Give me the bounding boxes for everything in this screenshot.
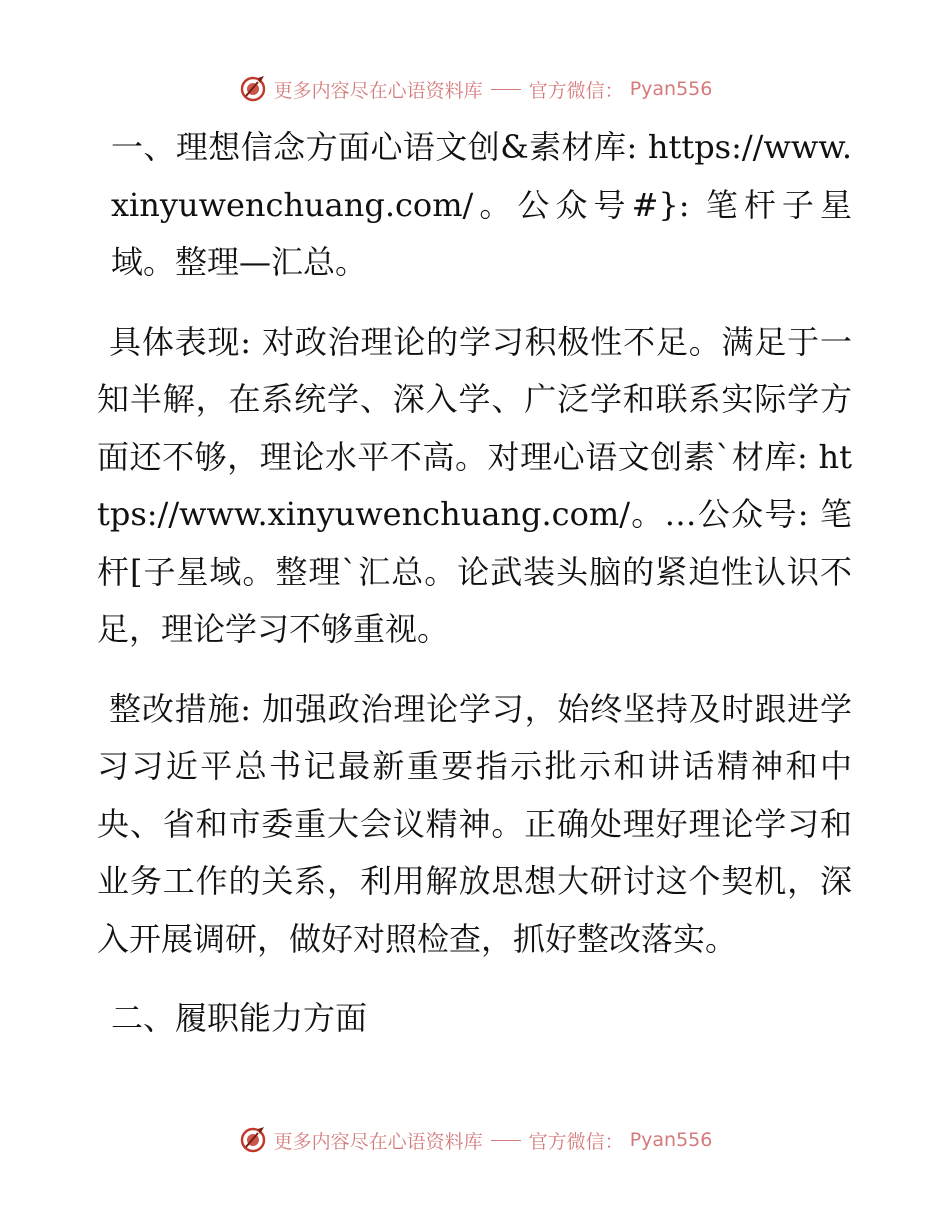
header-watermark xyxy=(0,72,950,106)
section-heading-ideals: 一、理想信念方面心语文创&素材库: https://www.xinyuwenchuang.com/。公众号#}: 笔杆子星域。整理—汇总。 xyxy=(111,128,852,281)
document-body xyxy=(97,119,852,1070)
paragraph-manifestation: 具体表现: 对政治理论的学习积极性不足。满足于一知半解，在系统学、深入学、广泛学和联系实际学方面还不够，理论水平不高。对理心语文创素`材库: https://www.xinyuwenchuang.com/。…公众号: 笔杆[子星域。整理`汇总。论武装头脑的紧迫性认识不足，理论学习不够重视。 xyxy=(97,322,852,648)
watermark-site-text: 更多内容尽在心语资料库 xyxy=(273,79,483,102)
footer-watermark xyxy=(0,1123,950,1157)
watermark-separator xyxy=(491,1140,521,1141)
watermark-wechat-id: Pyan556 xyxy=(629,1129,713,1151)
quill-pen-circle-icon xyxy=(238,1125,268,1155)
watermark-separator xyxy=(491,89,521,90)
watermark-wechat-label: 官方微信： xyxy=(528,79,624,102)
quill-pen-circle-icon xyxy=(238,74,268,104)
paragraph-rectification-measures: 整改措施: 加强政治理论学习，始终坚持及时跟进学习习近平总书记最新重要指示批示和讲话精神和中央、省和市委重大会议精神。正确处理好理论学习和业务工作的关系，利用解放思想大研讨这个契机，深入开展调研，做好对照检查，抓好整改落实。 xyxy=(97,689,852,958)
section-heading-duty-capability: 二、履职能力方面 xyxy=(111,999,368,1037)
watermark-wechat-label: 官方微信： xyxy=(528,1130,624,1153)
watermark-wechat-id: Pyan556 xyxy=(629,78,713,100)
watermark-site-text: 更多内容尽在心语资料库 xyxy=(273,1130,483,1153)
